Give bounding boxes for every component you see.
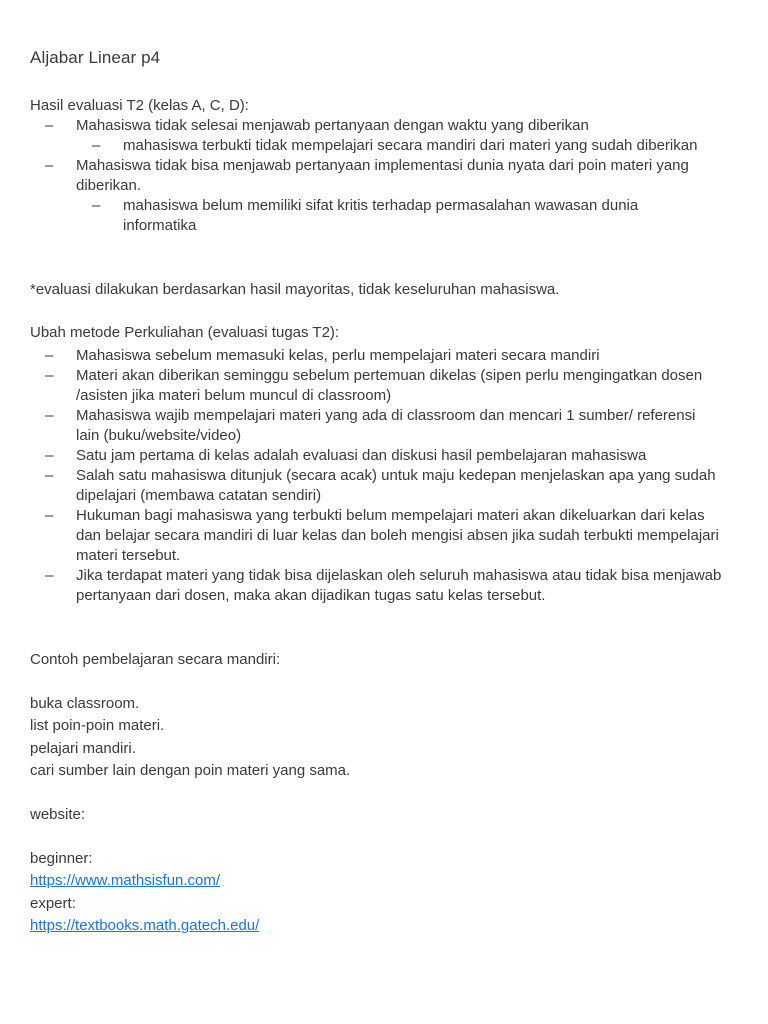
method-item-text: Mahasiswa sebelum memasuki kelas, perlu mempelajari materi secara mandiri — [76, 347, 600, 364]
evaluation-list — [30, 116, 738, 136]
method-list — [30, 346, 738, 606]
method-item-text: Mahasiswa wajib mempelajari materi yang ada di classroom dan mencari 1 sumber/ referensi lain (buku/website/video) — [76, 407, 696, 444]
example-heading: Contoh pembelajaran secara mandiri: — [30, 651, 281, 668]
list-item — [30, 116, 738, 136]
evaluation-sublist — [30, 136, 738, 156]
method-item-text: Hukuman bagi mahasiswa yang terbukti belum mempelajari materi akan dikeluarkan dari kelas dan belajar secara mandiri di luar kelas dan boleh mengisi absen jika sudah terbukti mempelajari materi tersebut. — [76, 507, 719, 564]
example-step: list poin-poin materi. — [30, 717, 165, 735]
evaluation-list — [30, 156, 738, 196]
method-heading: Ubah metode Perkuliahan (evaluasi tugas T2): — [30, 324, 340, 341]
list-item — [30, 466, 728, 506]
list-item — [30, 506, 728, 566]
evaluation-subitem-text: mahasiswa belum memiliki sifat kritis terhadap permasalahan wawasan dunia informatika — [123, 197, 639, 234]
beginner-link[interactable]: https://www.mathsisfun.com/ — [30, 872, 221, 890]
website-section — [30, 804, 738, 826]
website-label: website: — [30, 806, 86, 823]
expert-label: expert: — [30, 894, 76, 912]
website-links — [30, 848, 738, 937]
evaluation-item-text: Mahasiswa tidak bisa menjawab pertanyaan implementasi dunia nyata dari poin materi yang diberikan. — [76, 157, 689, 194]
expert-link[interactable]: https://textbooks.math.gatech.edu/ — [30, 916, 260, 934]
example-step: cari sumber lain dengan poin materi yang sama. — [30, 761, 351, 779]
evaluation-item-text: Mahasiswa tidak selesai menjawab pertanyaan dengan waktu yang diberikan — [76, 117, 589, 134]
method-item-text: Salah satu mahasiswa ditunjuk (secara acak) untuk maju kedepan menjelaskan apa yang sudah dipelajari (membawa catatan sendiri) — [76, 467, 716, 504]
method-item-text: Materi akan diberikan seminggu sebelum pertemuan dikelas (sipen perlu mengingatkan dosen /asisten jika materi belum muncul di classroom) — [76, 367, 703, 404]
example-steps — [30, 693, 738, 782]
list-item — [30, 366, 728, 406]
list-item — [30, 446, 728, 466]
list-item — [30, 406, 728, 446]
list-item — [30, 156, 738, 196]
list-item — [30, 136, 738, 156]
list-item — [30, 196, 738, 236]
example-section — [30, 649, 738, 671]
evaluation-subitem-text: mahasiswa terbukti tidak mempelajari secara mandiri dari materi yang sudah diberikan — [123, 137, 698, 154]
page-title: Aljabar Linear p4 — [30, 48, 161, 67]
evaluation-section — [30, 96, 738, 236]
list-item — [30, 346, 728, 366]
method-item-text: Jika terdapat materi yang tidak bisa dijelaskan oleh seluruh mahasiswa atau tidak bisa menjawab pertanyaan dari dosen, maka akan dijadikan tugas satu kelas tersebut. — [76, 567, 722, 604]
evaluation-note — [30, 280, 738, 300]
example-step: pelajari mandiri. — [30, 739, 136, 757]
list-item — [30, 566, 728, 606]
method-section — [30, 323, 738, 606]
note-text: *evaluasi dilakukan berdasarkan hasil mayoritas, tidak keseluruhan mahasiswa. — [30, 281, 560, 298]
method-item-text: Satu jam pertama di kelas adalah evaluasi dan diskusi hasil pembelajaran mahasiswa — [76, 447, 647, 464]
example-step: buka classroom. — [30, 695, 140, 712]
beginner-label: beginner: — [30, 850, 93, 867]
evaluation-sublist — [30, 196, 738, 236]
evaluation-heading: Hasil evaluasi T2 (kelas A, C, D): — [30, 97, 249, 114]
